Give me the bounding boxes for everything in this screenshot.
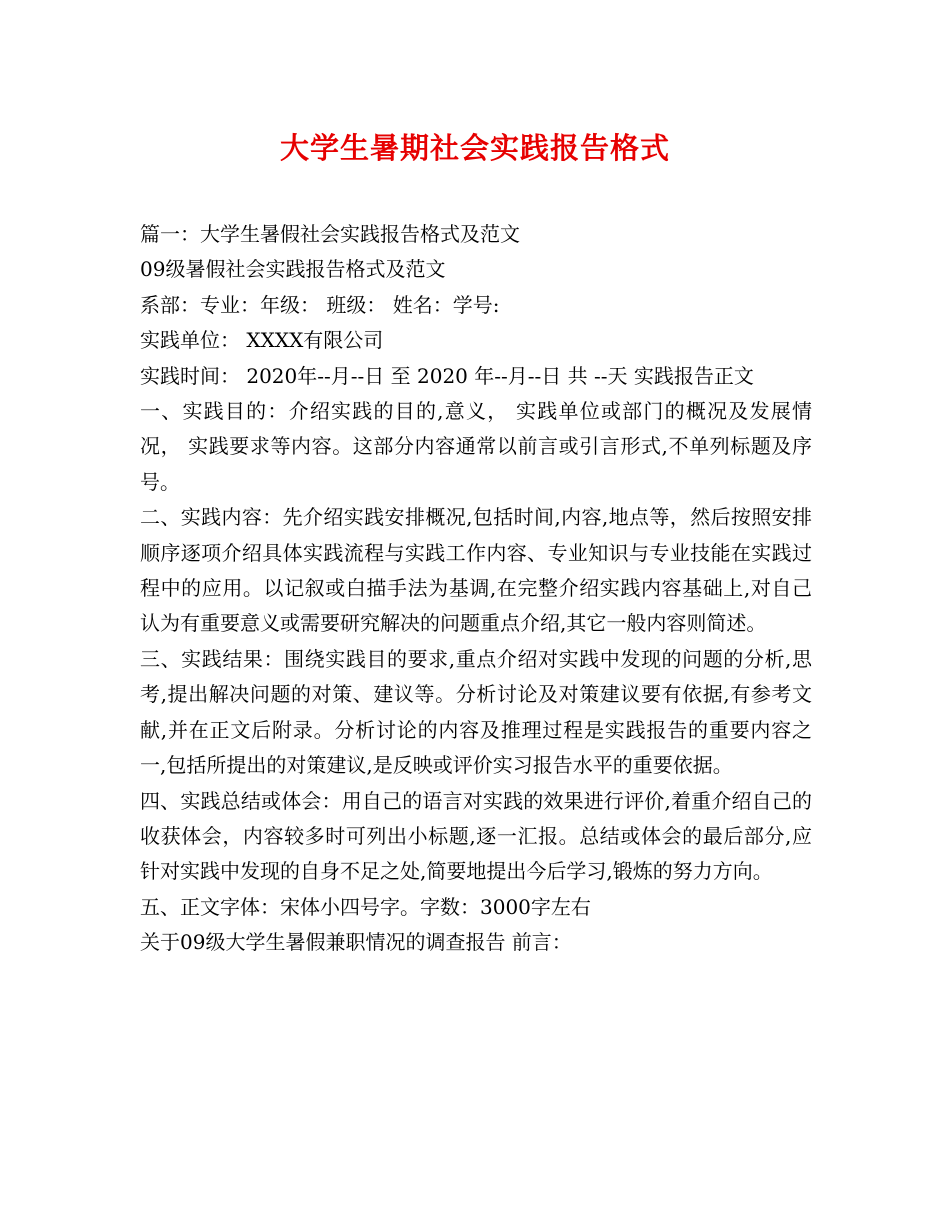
document-body xyxy=(140,217,812,961)
paragraph-section-results: 三、实践结果：围绕实践目的要求,重点介绍对实践中发现的问题的分析,思考,提出解决问题的对策、建议等。分析讨论及对策建议要有依据,有参考文献,并在正文后附录。分析讨论的内容及推理过程是实践报告的重要内容之一,包括所提出的对策建议,是反映或评价实习报告水平的重要依据。 xyxy=(140,646,812,778)
paragraph-practice-unit: 实践单位： XXXX有限公司 xyxy=(140,328,384,353)
paragraph-heading-part-one: 篇一：大学生暑假社会实践报告格式及范文 xyxy=(140,222,520,246)
paragraph-practice-time: 实践时间： 2020年--月--日 至 2020 年--月--日 共 --天 实践报告正文 xyxy=(140,363,754,388)
paragraph-section-purpose: 一、实践目的：介绍实践的目的,意义， 实践单位或部门的概况及发展情况， 实践要求等内容。这部分内容通常以前言或引言形式,不单列标题及序号。 xyxy=(140,399,812,494)
paragraph-student-info: 系部：专业：年级： 班级： 姓名：学号: xyxy=(140,292,500,317)
paragraph-subtitle: 09级暑假社会实践报告格式及范文 xyxy=(140,257,446,282)
paragraph-section-font: 五、正文字体：宋体小四号字。字数：3000字左右 xyxy=(140,894,591,919)
paragraph-survey-preface: 关于09级大学生暑假兼职情况的调查报告 前言： xyxy=(140,930,572,955)
paragraph-section-content: 二、实践内容：先介绍实践安排概况,包括时间,内容,地点等，然后按照安排顺序逐项介绍具体实践流程与实践工作内容、专业知识与专业技能在实践过程中的应用。以记叙或白描手法为基调,在完整介绍实践内容基础上,对自己认为有重要意义或需要研究解决的问题重点介绍,其它一般内容则简述。 xyxy=(140,505,812,636)
paragraph-section-summary: 四、实践总结或体会：用自己的语言对实践的效果进行评价,着重介绍自己的收获体会，内容较多时可列出小标题,逐一汇报。总结或体会的最后部分,应针对实践中发现的自身不足之处,简要地提出今后学习,锻炼的努力方向。 xyxy=(140,788,812,884)
document-title: 大学生暑期社会实践报告格式 xyxy=(279,131,670,165)
